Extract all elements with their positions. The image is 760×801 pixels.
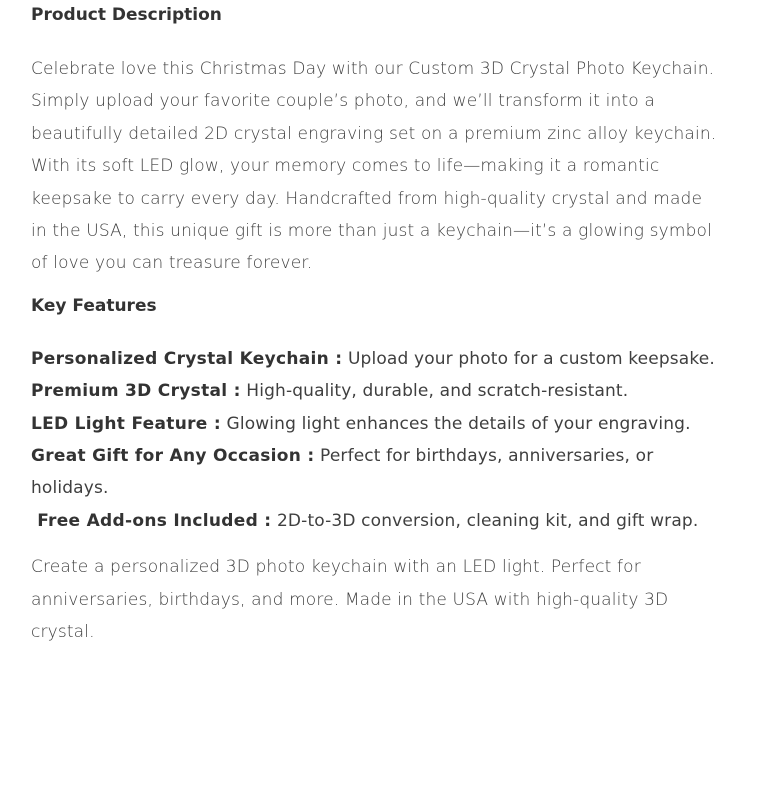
feature-label: Personalized Crystal Keychain : xyxy=(31,348,343,369)
product-description-heading: Product Description xyxy=(31,5,222,25)
key-features-list xyxy=(31,343,720,537)
closing-text: Create a personalized 3D photo keychain with an LED light. Perfect for anniversaries, birthdays, and more. Made in the USA with high-quality 3D crystal. xyxy=(31,557,669,643)
feature-text: High-quality, durable, and scratch-resistant. xyxy=(240,381,629,402)
feature-text: 2D-to-3D conversion, cleaning kit, and gift wrap. xyxy=(271,510,699,531)
feature-item xyxy=(31,408,720,440)
feature-item xyxy=(31,440,720,505)
feature-item xyxy=(31,343,720,375)
feature-label: Free Add-ons Included : xyxy=(31,510,272,531)
key-features-heading: Key Features xyxy=(31,295,157,316)
feature-text: Upload your photo for a custom keepsake. xyxy=(342,348,715,369)
feature-label: LED Light Feature : xyxy=(31,413,221,434)
feature-label: Premium 3D Crystal : xyxy=(31,381,241,402)
feature-text: Perfect for birthdays, anniversaries, or holidays. xyxy=(31,446,654,499)
feature-item xyxy=(31,505,720,537)
feature-item xyxy=(31,375,720,407)
feature-text: Glowing light enhances the details of your engraving. xyxy=(220,413,691,434)
feature-label: Great Gift for Any Occasion : xyxy=(31,446,315,467)
product-description-text: Celebrate love this Christmas Day with our Custom 3D Crystal Photo Keychain. Simply upload your favorite couple’s photo, and we’ll transform it into a beautifully detailed 2D crystal engraving set on a premium zinc alloy keychain. With its soft LED glow, your memory comes to life—making it a romantic keepsake to carry every day. Handcrafted from high-quality crystal and made in the USA, this unique gift is more than just a keychain—it’s a glowing symbol of love you can treasure forever. xyxy=(31,59,717,274)
